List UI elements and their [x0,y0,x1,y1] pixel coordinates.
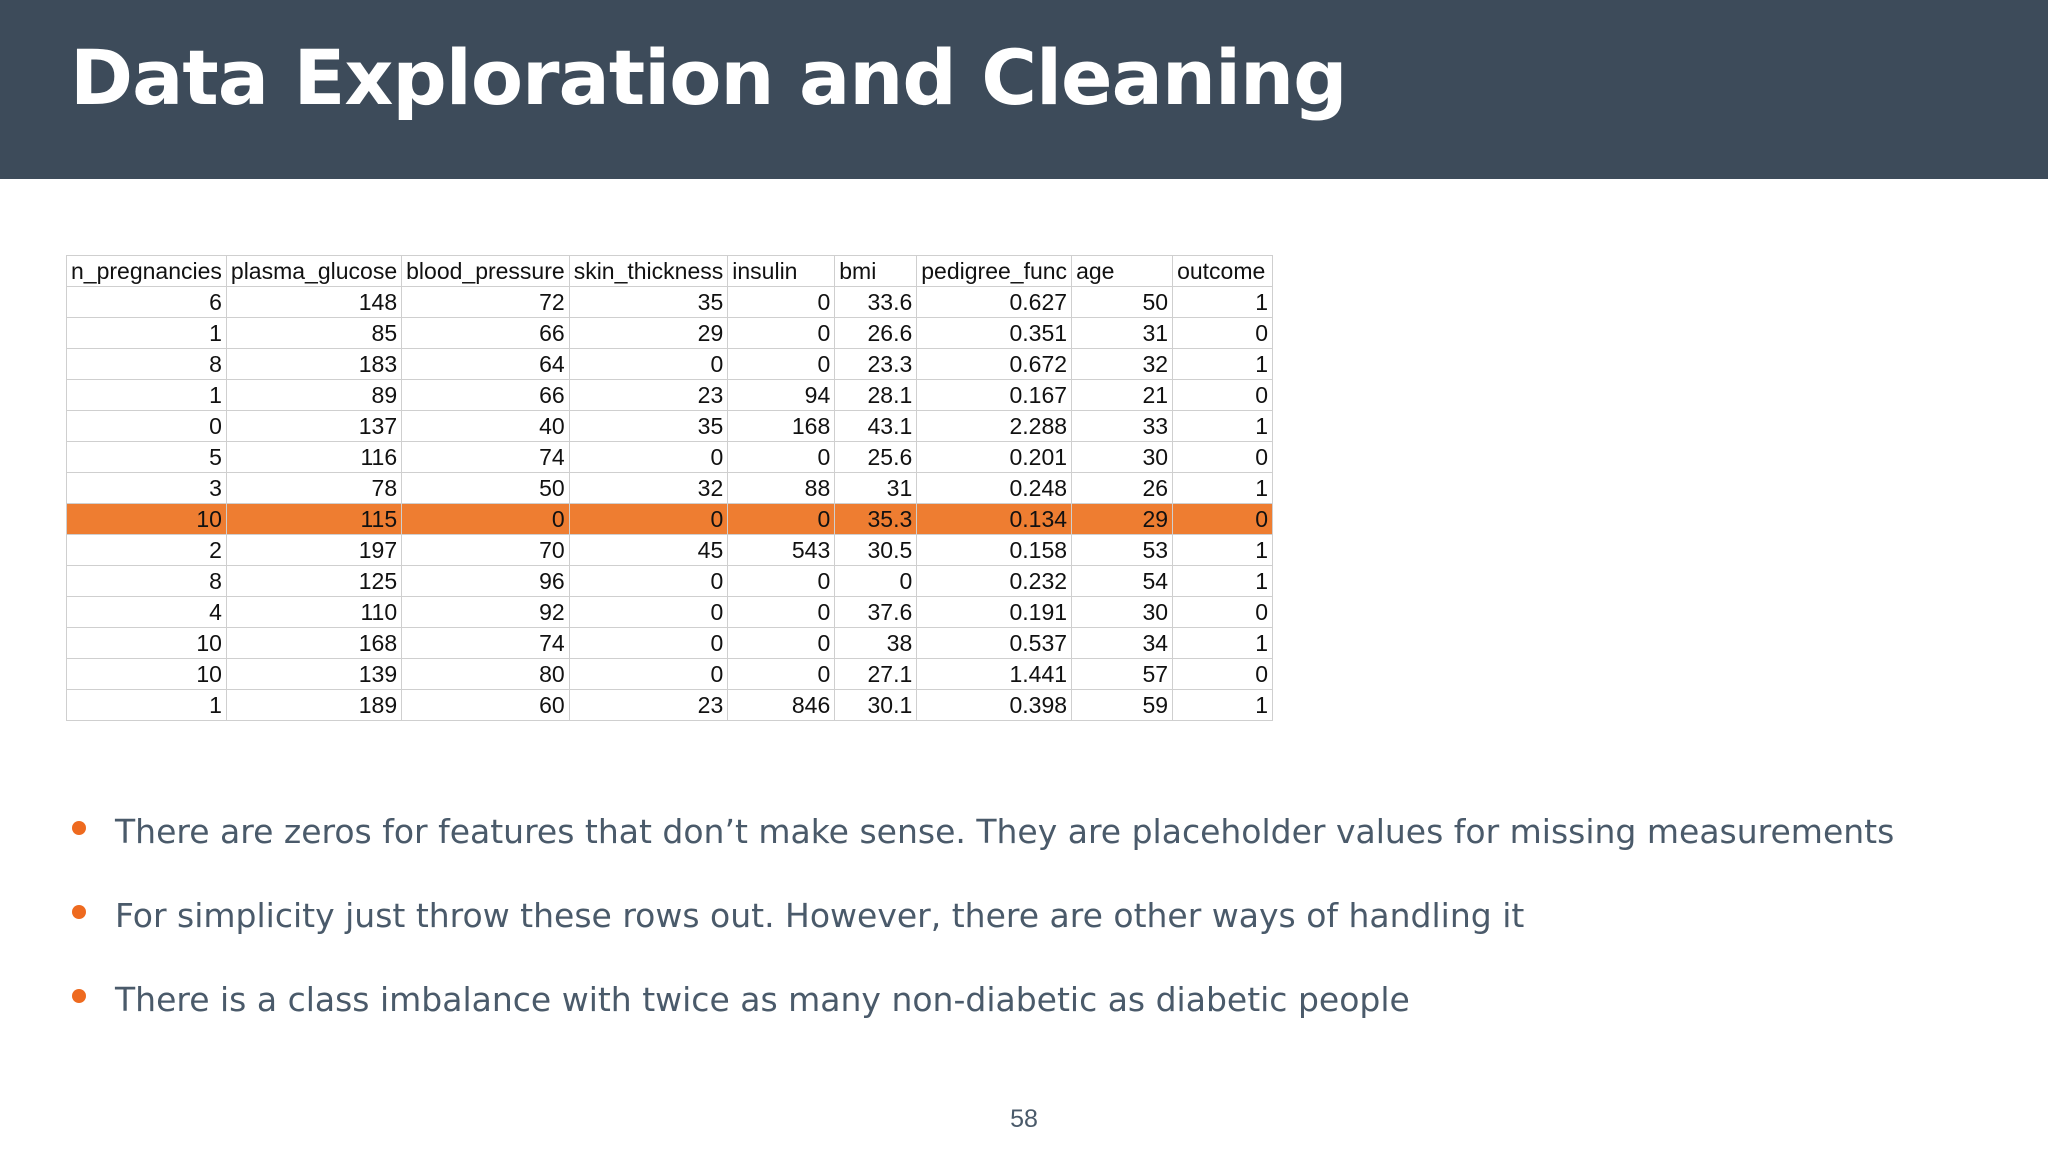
column-header: plasma_glucose [226,256,401,287]
table-cell: 10 [67,504,227,535]
table-cell: 148 [226,287,401,318]
table-cell: 0 [728,659,835,690]
table-cell: 1.441 [917,659,1072,690]
table-cell: 0 [1173,442,1273,473]
bullet-dot-icon [72,821,86,835]
table-cell: 74 [402,442,570,473]
table-cell: 30.1 [835,690,917,721]
bullet-text: For simplicity just throw these rows out. However, there are other ways of handling it [115,896,1525,935]
table-cell: 35 [569,411,728,442]
table-row [67,597,1273,628]
table-cell: 0 [728,318,835,349]
table-row [67,380,1273,411]
table-cell: 0 [569,442,728,473]
table-cell: 0 [569,566,728,597]
table-cell: 0 [1173,380,1273,411]
table-cell: 0 [569,504,728,535]
table-cell: 30.5 [835,535,917,566]
table-cell: 23.3 [835,349,917,380]
bullet-item [70,892,1894,976]
column-header: n_pregnancies [67,256,227,287]
table-cell: 0 [67,411,227,442]
column-header: bmi [835,256,917,287]
table-cell: 139 [226,659,401,690]
table-cell: 5 [67,442,227,473]
table-cell: 50 [402,473,570,504]
table-body [67,287,1273,721]
table-cell: 168 [226,628,401,659]
table-row [67,659,1273,690]
table-row [67,349,1273,380]
table-cell: 0.537 [917,628,1072,659]
table-cell: 88 [728,473,835,504]
table-cell: 168 [728,411,835,442]
table-cell: 30 [1072,442,1173,473]
table-cell: 34 [1072,628,1173,659]
table-cell: 70 [402,535,570,566]
table-cell: 0 [569,659,728,690]
table-cell: 0.201 [917,442,1072,473]
table-cell: 33 [1072,411,1173,442]
table-cell: 26.6 [835,318,917,349]
table-cell: 110 [226,597,401,628]
table-cell: 137 [226,411,401,442]
table-row [67,473,1273,504]
header-row [67,256,1273,287]
table-cell: 1 [1173,628,1273,659]
table-cell: 0 [1173,659,1273,690]
table-cell: 0 [728,442,835,473]
table-cell: 28.1 [835,380,917,411]
table-cell: 23 [569,690,728,721]
title-bar [0,0,2048,179]
page-number: 58 [1010,1105,1038,1133]
table-cell: 38 [835,628,917,659]
table-cell: 116 [226,442,401,473]
table-cell: 32 [569,473,728,504]
table-cell: 30 [1072,597,1173,628]
table-cell: 0.248 [917,473,1072,504]
table-cell: 31 [1072,318,1173,349]
table-cell: 40 [402,411,570,442]
column-header: pedigree_func [917,256,1072,287]
table-cell: 27.1 [835,659,917,690]
data-table [66,255,1273,721]
table-cell: 1 [67,380,227,411]
table-row [67,318,1273,349]
bullet-dot-icon [72,905,86,919]
table-cell: 0 [569,628,728,659]
table-cell: 1 [67,318,227,349]
table-cell: 66 [402,380,570,411]
table-cell: 0.627 [917,287,1072,318]
bullet-text: There are zeros for features that don’t make sense. They are placeholder values for missing measurements [115,812,1895,851]
table-cell: 29 [1072,504,1173,535]
table-cell: 4 [67,597,227,628]
bullet-item [70,808,1894,892]
table-cell: 96 [402,566,570,597]
table-cell: 89 [226,380,401,411]
table-cell: 0 [402,504,570,535]
table-cell: 29 [569,318,728,349]
table-cell: 35.3 [835,504,917,535]
table-cell: 115 [226,504,401,535]
table-cell: 543 [728,535,835,566]
table-cell: 43.1 [835,411,917,442]
table-cell: 1 [67,690,227,721]
table-cell: 1 [1173,690,1273,721]
table-cell: 0 [728,566,835,597]
table-cell: 0 [1173,318,1273,349]
bullet-list [70,808,1894,1060]
table-cell: 0 [569,349,728,380]
table-cell: 6 [67,287,227,318]
table-cell: 0 [728,287,835,318]
table-row [67,442,1273,473]
table-cell: 0 [728,349,835,380]
table-cell: 31 [835,473,917,504]
table-row [67,690,1273,721]
table-cell: 21 [1072,380,1173,411]
bullet-dot-icon [72,989,86,1003]
table-row [67,535,1273,566]
table-cell: 50 [1072,287,1173,318]
table-cell: 189 [226,690,401,721]
table-cell: 78 [226,473,401,504]
table-cell: 3 [67,473,227,504]
table-cell: 33.6 [835,287,917,318]
table-cell: 92 [402,597,570,628]
table-cell: 1 [1173,473,1273,504]
table-cell: 8 [67,566,227,597]
slide-title: Data Exploration and Cleaning [70,33,1347,122]
column-header: blood_pressure [402,256,570,287]
table-cell: 2.288 [917,411,1072,442]
table-cell: 1 [1173,566,1273,597]
table-cell: 0.232 [917,566,1072,597]
column-header: insulin [728,256,835,287]
table-cell: 0.398 [917,690,1072,721]
table-cell: 0 [1173,504,1273,535]
column-header: outcome [1173,256,1273,287]
table-row [67,628,1273,659]
table-cell: 0.134 [917,504,1072,535]
table-cell: 23 [569,380,728,411]
table-cell: 54 [1072,566,1173,597]
table-cell: 85 [226,318,401,349]
table-cell: 0 [728,504,835,535]
table-cell: 10 [67,659,227,690]
table-cell: 25.6 [835,442,917,473]
column-header: skin_thickness [569,256,728,287]
table-row [67,411,1273,442]
table-cell: 0 [728,628,835,659]
table-cell: 72 [402,287,570,318]
table-cell: 45 [569,535,728,566]
table-cell: 0.158 [917,535,1072,566]
table-cell: 0 [728,597,835,628]
table-row [67,566,1273,597]
table-cell: 32 [1072,349,1173,380]
table-cell: 846 [728,690,835,721]
table-cell: 183 [226,349,401,380]
table-cell: 26 [1072,473,1173,504]
table-cell: 0 [569,597,728,628]
table-cell: 59 [1072,690,1173,721]
table-cell: 80 [402,659,570,690]
table-cell: 66 [402,318,570,349]
table-cell: 197 [226,535,401,566]
table-cell: 64 [402,349,570,380]
table-cell: 0 [835,566,917,597]
table-cell: 1 [1173,349,1273,380]
table-cell: 74 [402,628,570,659]
table-cell: 8 [67,349,227,380]
table-row [67,287,1273,318]
table-cell: 1 [1173,535,1273,566]
table-cell: 0.191 [917,597,1072,628]
bullet-item [70,976,1894,1060]
table-cell: 1 [1173,287,1273,318]
table-cell: 57 [1072,659,1173,690]
table-cell: 0 [1173,597,1273,628]
table-cell: 1 [1173,411,1273,442]
table-cell: 60 [402,690,570,721]
table-cell: 0.167 [917,380,1072,411]
table-cell: 125 [226,566,401,597]
table-cell: 2 [67,535,227,566]
table-cell: 0.672 [917,349,1072,380]
table-cell: 37.6 [835,597,917,628]
table-cell: 53 [1072,535,1173,566]
table-cell: 35 [569,287,728,318]
column-header: age [1072,256,1173,287]
table-cell: 10 [67,628,227,659]
table-cell: 94 [728,380,835,411]
table-row-highlighted [67,504,1273,535]
table-cell: 0.351 [917,318,1072,349]
bullet-text: There is a class imbalance with twice as many non-diabetic as diabetic people [115,980,1410,1019]
